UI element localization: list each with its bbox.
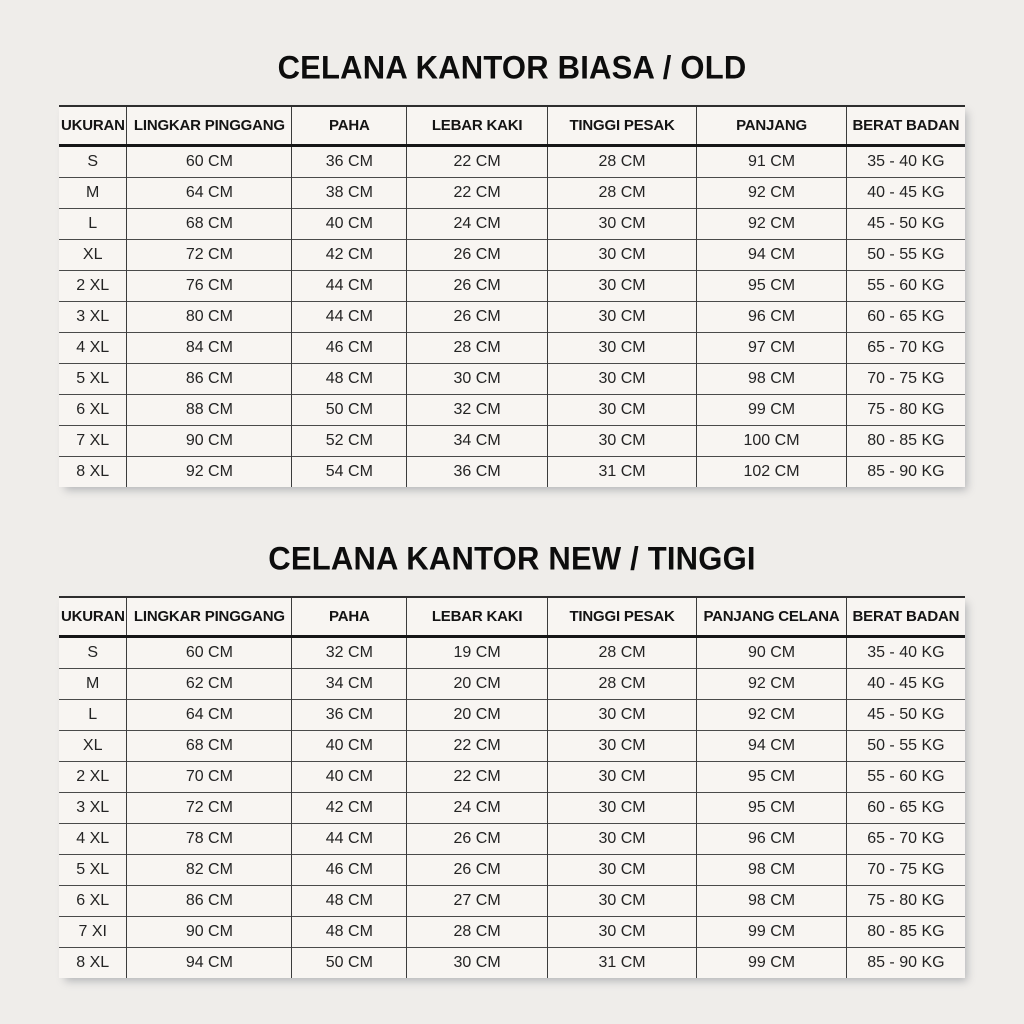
size-label-cell: 4 XL [59,333,127,364]
measurement-cell: 88 CM [127,395,292,426]
table-row [59,793,965,824]
measurement-cell: 28 CM [407,917,547,948]
measurement-cell: 95 CM [697,793,846,824]
table-row [59,917,965,948]
size-label-cell: L [59,209,127,240]
measurement-cell: 24 CM [407,793,547,824]
measurement-cell: 68 CM [127,209,292,240]
measurement-cell: 26 CM [407,302,547,333]
size-label-cell: 5 XL [59,364,127,395]
measurement-cell: 30 CM [547,209,696,240]
measurement-cell: 98 CM [697,364,846,395]
measurement-cell: 30 CM [547,395,696,426]
measurement-cell: 36 CM [292,146,407,178]
measurement-cell: 100 CM [697,426,846,457]
table-row [59,700,965,731]
page-title: CELANA KANTOR NEW / TINGGI [268,539,756,578]
size-label-cell: 5 XL [59,855,127,886]
measurement-cell: 85 - 90 KG [846,457,965,488]
measurement-cell: 75 - 80 KG [846,886,965,917]
table-row [59,824,965,855]
measurement-cell: 42 CM [292,240,407,271]
size-label-cell: 8 XL [59,948,127,979]
measurement-cell: 76 CM [127,271,292,302]
measurement-cell: 94 CM [697,240,846,271]
table-row [59,731,965,762]
measurement-cell: 78 CM [127,824,292,855]
measurement-cell: 30 CM [547,700,696,731]
measurement-cell: 20 CM [407,700,547,731]
column-header: PANJANG CELANA [697,597,846,637]
measurement-cell: 46 CM [292,333,407,364]
column-header: PANJANG [697,106,846,146]
measurement-cell: 72 CM [127,793,292,824]
size-label-cell: 6 XL [59,395,127,426]
measurement-cell: 26 CM [407,240,547,271]
measurement-cell: 27 CM [407,886,547,917]
size-label-cell: M [59,178,127,209]
table-header-row [59,106,965,146]
column-header: LEBAR KAKI [407,597,547,637]
size-label-cell: 2 XL [59,271,127,302]
measurement-cell: 50 CM [292,948,407,979]
page-title: CELANA KANTOR BIASA / OLD [277,48,747,87]
measurement-cell: 70 - 75 KG [846,855,965,886]
measurement-cell: 96 CM [697,824,846,855]
measurement-cell: 30 CM [547,364,696,395]
measurement-cell: 22 CM [407,146,547,178]
measurement-cell: 45 - 50 KG [846,700,965,731]
measurement-cell: 60 - 65 KG [846,302,965,333]
column-header: PAHA [292,597,407,637]
measurement-cell: 86 CM [127,886,292,917]
measurement-cell: 92 CM [127,457,292,488]
measurement-cell: 19 CM [407,637,547,669]
measurement-cell: 20 CM [407,669,547,700]
measurement-cell: 34 CM [292,669,407,700]
column-header: TINGGI PESAK [547,597,696,637]
measurement-cell: 31 CM [547,457,696,488]
column-header: LINGKAR PINGGANG [127,597,292,637]
column-header: UKURAN [59,597,127,637]
table-row [59,364,965,395]
measurement-cell: 97 CM [697,333,846,364]
measurement-cell: 44 CM [292,302,407,333]
measurement-cell: 30 CM [547,855,696,886]
table-row [59,426,965,457]
measurement-cell: 30 CM [547,333,696,364]
measurement-cell: 28 CM [547,146,696,178]
measurement-cell: 35 - 40 KG [846,146,965,178]
measurement-cell: 98 CM [697,855,846,886]
measurement-cell: 40 - 45 KG [846,669,965,700]
measurement-cell: 32 CM [292,637,407,669]
measurement-cell: 91 CM [697,146,846,178]
size-label-cell: S [87,153,99,170]
measurement-cell: 92 CM [697,669,846,700]
measurement-cell: 40 CM [292,731,407,762]
measurement-cell: 28 CM [547,637,696,669]
measurement-cell: 30 CM [547,302,696,333]
size-label-cell: M [59,669,127,700]
table-row [59,395,965,426]
measurement-cell: 28 CM [407,333,547,364]
table-row [59,333,965,364]
measurement-cell: 40 CM [292,209,407,240]
measurement-cell: 30 CM [547,426,696,457]
measurement-cell: 38 CM [292,178,407,209]
size-label-cell: 7 XI [59,917,127,948]
table-header-row [59,597,965,637]
measurement-cell: 42 CM [292,793,407,824]
table-row [59,948,965,979]
measurement-cell: 44 CM [292,824,407,855]
measurement-cell: 62 CM [127,669,292,700]
measurement-cell: 95 CM [697,271,846,302]
measurement-cell: 94 CM [697,731,846,762]
measurement-cell: 90 CM [127,917,292,948]
measurement-cell: 22 CM [407,731,547,762]
measurement-cell: 48 CM [292,364,407,395]
measurement-cell: 70 CM [127,762,292,793]
table-body [59,146,965,488]
measurement-cell: 99 CM [697,395,846,426]
measurement-cell: 28 CM [547,178,696,209]
measurement-cell: 65 - 70 KG [846,333,965,364]
size-table-new [59,596,965,978]
column-header: LINGKAR PINGGANG [127,106,292,146]
measurement-cell: 60 - 65 KG [846,793,965,824]
measurement-cell: 102 CM [697,457,846,488]
size-label-cell: 3 XL [59,302,127,333]
measurement-cell: 54 CM [292,457,407,488]
measurement-cell: 50 - 55 KG [846,731,965,762]
measurement-cell: 48 CM [292,917,407,948]
measurement-cell: 80 - 85 KG [846,426,965,457]
measurement-cell: 45 - 50 KG [846,209,965,240]
size-label-cell: 8 XL [59,457,127,488]
measurement-cell: 80 CM [127,302,292,333]
table-row [59,855,965,886]
measurement-cell: 50 - 55 KG [846,240,965,271]
measurement-cell: 34 CM [407,426,547,457]
measurement-cell: 24 CM [407,209,547,240]
measurement-cell: 65 - 70 KG [846,824,965,855]
measurement-cell: 60 CM [127,146,292,178]
measurement-cell: 52 CM [292,426,407,457]
measurement-cell: 30 CM [547,731,696,762]
measurement-cell: 30 CM [407,364,547,395]
size-label-cell: XL [59,731,127,762]
table-row [59,637,965,669]
size-table-old [59,105,965,487]
measurement-cell: 90 CM [697,637,846,669]
measurement-cell: 92 CM [697,209,846,240]
table-row [59,178,965,209]
measurement-cell: 92 CM [697,700,846,731]
table-row [59,762,965,793]
size-label-cell: S [87,644,99,661]
table-row [59,302,965,333]
size-label-cell: L [59,700,127,731]
measurement-cell: 95 CM [697,762,846,793]
measurement-cell: 68 CM [127,731,292,762]
measurement-cell: 22 CM [407,762,547,793]
measurement-cell: 26 CM [407,271,547,302]
measurement-cell: 40 - 45 KG [846,178,965,209]
measurement-cell: 30 CM [547,762,696,793]
measurement-cell: 46 CM [292,855,407,886]
measurement-cell: 99 CM [697,917,846,948]
measurement-cell: 22 CM [407,178,547,209]
size-chart-section-old [0,50,1024,487]
measurement-cell: 32 CM [407,395,547,426]
column-header: LEBAR KAKI [407,106,547,146]
measurement-cell: 80 - 85 KG [846,917,965,948]
measurement-cell: 30 CM [547,917,696,948]
measurement-cell: 36 CM [292,700,407,731]
measurement-cell: 92 CM [697,178,846,209]
size-label-cell: 6 XL [59,886,127,917]
measurement-cell: 31 CM [547,948,696,979]
measurement-cell: 36 CM [407,457,547,488]
measurement-cell: 26 CM [407,824,547,855]
column-header: PAHA [292,106,407,146]
size-label-cell: 3 XL [59,793,127,824]
size-label-cell: 7 XL [59,426,127,457]
size-label-cell: 2 XL [59,762,127,793]
measurement-cell: 35 - 40 KG [846,637,965,669]
table-row [59,457,965,488]
measurement-cell: 55 - 60 KG [846,271,965,302]
measurement-cell: 40 CM [292,762,407,793]
size-chart-section-new [0,541,1024,978]
table-body [59,637,965,979]
measurement-cell: 55 - 60 KG [846,762,965,793]
measurement-cell: 75 - 80 KG [846,395,965,426]
measurement-cell: 44 CM [292,271,407,302]
measurement-cell: 30 CM [407,948,547,979]
measurement-cell: 85 - 90 KG [846,948,965,979]
measurement-cell: 48 CM [292,886,407,917]
table-row [59,146,965,178]
size-label-cell: XL [59,240,127,271]
measurement-cell: 96 CM [697,302,846,333]
size-label-cell: 4 XL [59,824,127,855]
measurement-cell: 72 CM [127,240,292,271]
measurement-cell: 30 CM [547,886,696,917]
measurement-cell: 98 CM [697,886,846,917]
column-header: TINGGI PESAK [547,106,696,146]
column-header: BERAT BADAN [846,106,965,146]
measurement-cell: 90 CM [127,426,292,457]
measurement-cell: 99 CM [697,948,846,979]
measurement-cell: 30 CM [547,240,696,271]
measurement-cell: 84 CM [127,333,292,364]
table-row [59,669,965,700]
measurement-cell: 64 CM [127,700,292,731]
table-row [59,886,965,917]
measurement-cell: 30 CM [547,271,696,302]
column-header: UKURAN [59,106,127,146]
measurement-cell: 64 CM [127,178,292,209]
column-header: BERAT BADAN [846,597,965,637]
table-row [59,240,965,271]
measurement-cell: 94 CM [127,948,292,979]
measurement-cell: 26 CM [407,855,547,886]
measurement-cell: 82 CM [127,855,292,886]
measurement-cell: 86 CM [127,364,292,395]
measurement-cell: 28 CM [547,669,696,700]
measurement-cell: 30 CM [547,824,696,855]
table-row [59,271,965,302]
measurement-cell: 70 - 75 KG [846,364,965,395]
measurement-cell: 30 CM [547,793,696,824]
table-row [59,209,965,240]
measurement-cell: 50 CM [292,395,407,426]
measurement-cell: 60 CM [127,637,292,669]
